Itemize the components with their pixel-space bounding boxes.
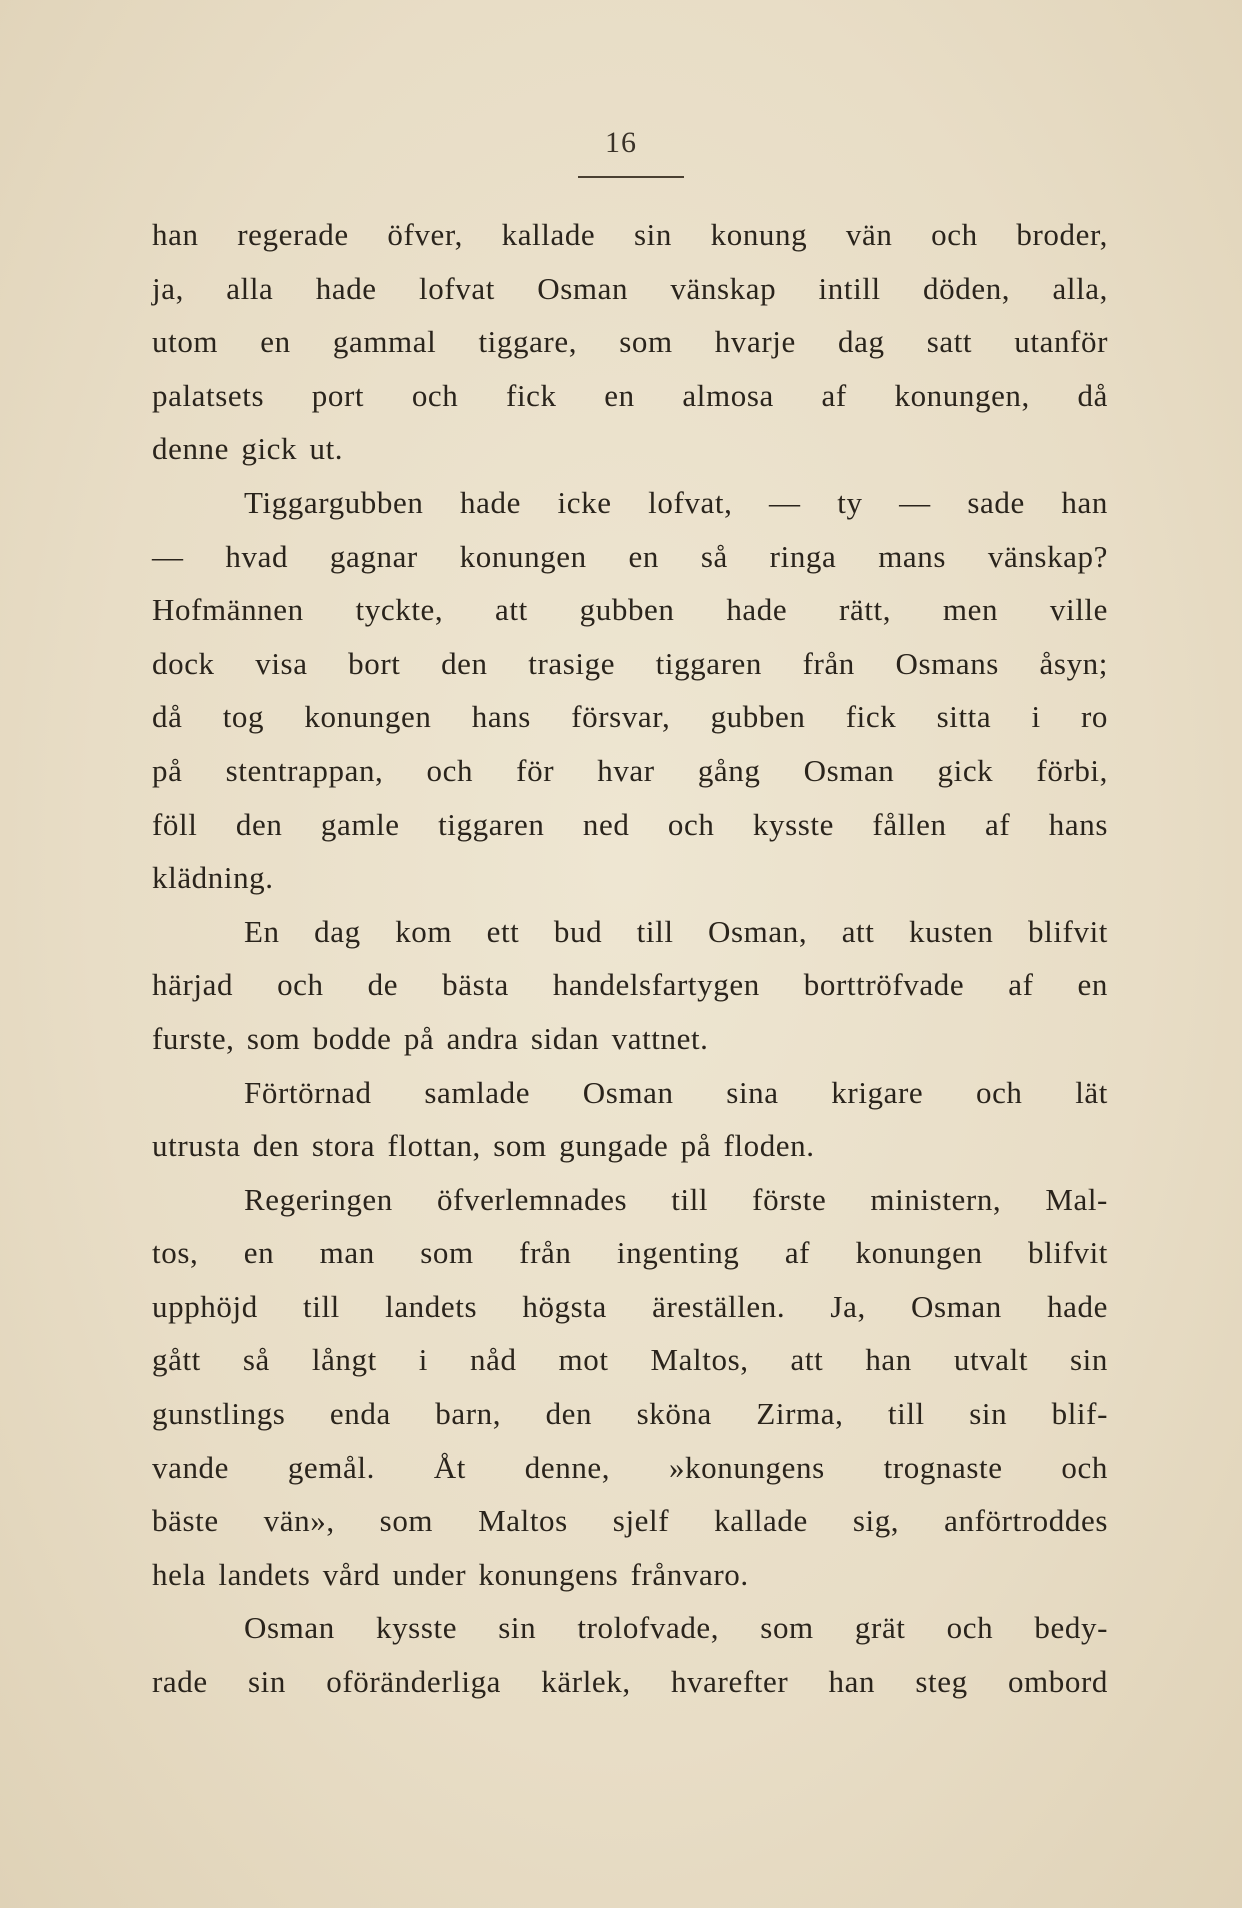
body-text <box>152 208 1108 1709</box>
text-line: denne gick ut. <box>152 431 344 467</box>
text-line: tos, en man som från ingenting af konungen blifvit <box>152 1235 1108 1271</box>
text-line: då tog konungen hans försvar, gubben fick sitta i ro <box>152 699 1108 735</box>
text-line: ja, alla hade lofvat Osman vänskap intill döden, alla, <box>152 270 1108 306</box>
text-line: på stentrappan, och för hvar gång Osman gick förbi, <box>152 752 1108 788</box>
page-number-rule <box>578 176 684 178</box>
text-line: vande gemål. Åt denne, »konungens trognaste och <box>152 1449 1108 1485</box>
text-line: furste, som bodde på andra sidan vattnet. <box>152 1020 709 1056</box>
paragraph-start-line: Osman kysste sin trolofvade, som grät och bedy- <box>244 1610 1108 1646</box>
text-line: härjad och de bästa handelsfartygen borttröfvade af en <box>152 967 1108 1003</box>
text-line: — hvad gagnar konungen en så ringa mans vänskap? <box>152 538 1108 574</box>
text-line: palatsets port och fick en almosa af konungen, då <box>152 377 1108 413</box>
text-line: hela landets vård under konungens frånvaro. <box>152 1556 749 1592</box>
text-line: bäste vän», som Maltos sjelf kallade sig, anförtroddes <box>152 1503 1108 1539</box>
paragraph-start-line: En dag kom ett bud till Osman, att kusten blifvit <box>244 913 1108 949</box>
text-line: rade sin oföränderliga kärlek, hvarefter han steg ombord <box>152 1664 1108 1700</box>
text-line: gått så långt i nåd mot Maltos, att han utvalt sin <box>152 1342 1108 1378</box>
text-line: utrusta den stora flottan, som gungade på floden. <box>152 1128 815 1164</box>
text-line: föll den gamle tiggaren ned och kysste fållen af hans <box>152 806 1108 842</box>
text-line: gunstlings enda barn, den sköna Zirma, till sin blif- <box>152 1396 1108 1432</box>
text-line: Hofmännen tyckte, att gubben hade rätt, men ville <box>152 592 1108 628</box>
page-number: 16 <box>605 126 637 159</box>
text-line: upphöjd till landets högsta äreställen. Ja, Osman hade <box>152 1288 1108 1324</box>
paragraph-start-line: Tiggargubben hade icke lofvat, — ty — sade han <box>244 484 1108 520</box>
paragraph-start-line: Förtörnad samlade Osman sina krigare och lät <box>244 1074 1108 1110</box>
text-line: han regerade öfver, kallade sin konung vän och broder, <box>152 217 1108 252</box>
text-line: utom en gammal tiggare, som hvarje dag satt utanför <box>152 324 1108 360</box>
text-line: dock visa bort den trasige tiggaren från Osmans åsyn; <box>152 645 1108 681</box>
text-line: klädning. <box>152 860 274 896</box>
paragraph-start-line: Regeringen öfverlemnades till förste ministern, Mal- <box>244 1181 1108 1217</box>
